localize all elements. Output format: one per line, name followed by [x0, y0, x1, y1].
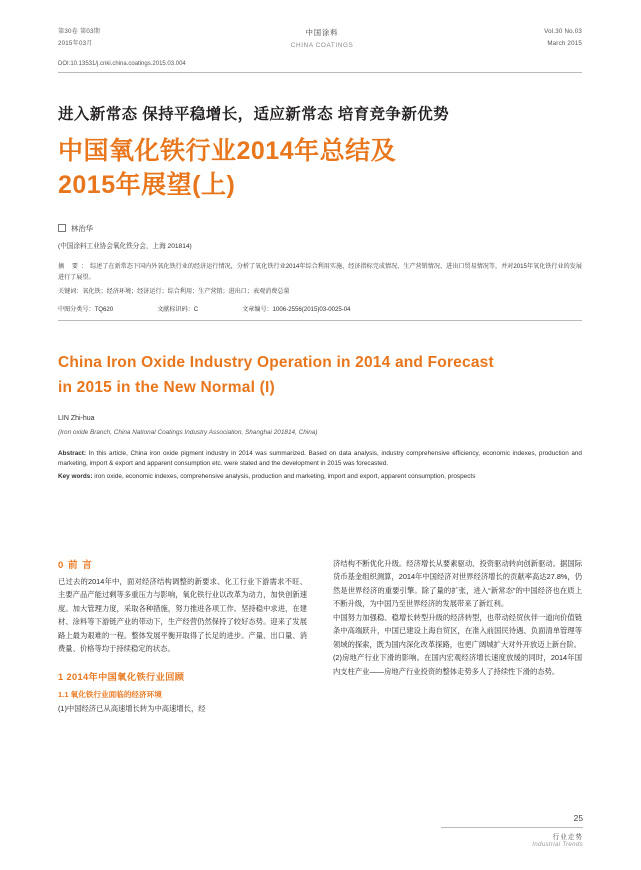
- date-en: March 2015: [547, 39, 582, 47]
- square-bullet-icon: [58, 224, 66, 232]
- paragraph-left-2: (1)中国经济已从高速增长转为中高速增长，经: [58, 703, 206, 713]
- affiliation-cn: (中国涂料工业协会氧化铁分会，上海 201814): [58, 242, 192, 250]
- article-title-cn-line2: 2015年展望(上): [58, 171, 236, 200]
- footer-section-en: Industrial Trends: [532, 841, 583, 848]
- keywords-en-text: iron oxide, economic indexes, comprehensive analysis, production and marketing, import and export, apparent consumption, prospects: [92, 473, 476, 481]
- article-title-en-line2: in 2015 in the New Normal (I): [58, 378, 275, 396]
- body-column-left: [58, 557, 307, 715]
- masthead-left: [58, 26, 100, 50]
- article-title-cn: [58, 134, 582, 203]
- affiliation-en: (Iron oxide Branch, China National Coatings Industry Association, Shanghai 201814, China): [58, 428, 318, 436]
- article-title-cn-line1: 中国氧化铁行业2014年总结及: [58, 136, 397, 165]
- date-cn: 2015年03月: [58, 39, 93, 47]
- clc-code: [58, 304, 113, 313]
- paragraph-right-3: (2)房地产行业下滑的影响。在国内宏观经济增长速度放缓的同时，2014年国内支柱产业——房地产行业投资的整体走势多人了持续性下滑的态势。: [333, 653, 582, 676]
- doc-code: [157, 304, 198, 313]
- article-id: [242, 304, 350, 313]
- article-kicker: 进入新常态 保持平稳增长，适应新常态 培育竞争新优势: [58, 105, 450, 123]
- abstract-cn-text: 综述了在新常态下国内外氧化铁行业的经济运行情况，分析了氧化铁行业2014年综合利用实施、经济指标完成情况、生产营销情况、进出口贸易情况等，并对2015年氧化铁行业的发展进行了展望。: [58, 262, 582, 281]
- abstract-divider: [58, 320, 582, 321]
- article-id-label: 文章编号：: [242, 305, 273, 313]
- article-title-en-line1: China Iron Oxide Industry Operation in 2014 and Forecast: [58, 353, 494, 371]
- body-columns: [58, 557, 582, 715]
- abstract-cn-label: 摘 要：: [58, 262, 91, 270]
- clc-label: 中图分类号：: [58, 305, 95, 313]
- title-block: [58, 105, 582, 203]
- keywords-cn-label: 关键词：: [58, 288, 83, 296]
- section-heading-1-1: 1.1 氧化铁行业面临的经济环境: [58, 689, 162, 699]
- masthead: [58, 26, 582, 52]
- page-footer: [441, 813, 583, 848]
- author-name-cn: 林治华: [71, 223, 94, 233]
- page-content: [58, 26, 582, 715]
- body-column-right: [333, 557, 582, 715]
- keywords-en: [58, 472, 582, 482]
- section-heading-0: 0 前 言: [58, 559, 93, 571]
- volume-en: Vol.30 No.03: [544, 28, 582, 35]
- classification-codes: [58, 304, 582, 313]
- header-divider: [58, 72, 582, 73]
- page-number: 25: [573, 813, 583, 823]
- paragraph-right-2: 中国努力加强稳、稳增长转型升级的经济转型，也带动经贸伙伴一道向价值链条中高端跃升，中国已建设上海自贸区，在准入前国民待遇、负面清单管理等领域的探索，既为国内深化改革探路，也更广阔城扩大对外开放迈上新台阶。: [333, 612, 582, 649]
- author-line-cn: [58, 223, 582, 234]
- article-title-en: [58, 351, 582, 401]
- section-heading-1: 1 2014年中国氧化铁行业回顾: [58, 671, 185, 682]
- journal-title-cn: 中国涂料: [305, 28, 339, 37]
- keywords-cn-text: 氧化铁；经济环境；经济运行；综合利用；生产营销；进出口；表观消费总量: [82, 288, 290, 296]
- masthead-right: [544, 26, 582, 50]
- author-name-en: LIN Zhi-hua: [58, 414, 95, 422]
- paragraph-right-1: 济结构不断优化升级。经济增长从要素驱动、投资驱动转向创新驱动。据国际货币基金组织测算，2014年中国经济对世界经济增长的贡献率高达27.8%，仍然是世界经济的重要引擎。除了量的扩张，进入“新常态”的中国经济也在质上不断升级，为中国乃至世界经济的发展带来了新红利。: [333, 558, 582, 609]
- volume-cn: 第30卷 第03期: [58, 28, 101, 35]
- keywords-en-label: Key words:: [58, 473, 93, 481]
- abstract-en-text: In this article, China iron oxide pigment industry in 2014 was summarized. Based on data analysis, industry comprehensive efficiency, economic indexes, production and marketing, import & export and apparent consumption etc. were stated and the development in 2015 was forecasted.: [58, 449, 582, 467]
- doc-value: C: [193, 305, 199, 313]
- masthead-center: [291, 26, 354, 52]
- doi-line: DOI:10.13531/j.cnki.china.coatings.2015.03.004: [58, 60, 186, 67]
- doc-label: 文献标识码：: [157, 305, 194, 313]
- keywords-cn: [58, 287, 582, 298]
- footer-divider: [441, 827, 583, 828]
- paragraph-left-1: 已过去的2014年中，面对经济结构调整的新要求、化工行业下游需求不旺、主要产品产能过剩等多重压力与影响，氧化铁行业以改革为动力，加快创新速度。加大管理力度，采取各种措施，努力推进各项工作。坚持稳中求进，在建材、涂料等下游链产业的带动下，生产经营仍然保持了较好态势。迎来了发展路上最为艰难的一程。整体发展平衡开取得了长足的进步。产量、出口量、消费量、价格等均于持续稳定的状态。: [58, 576, 307, 654]
- abstract-en: [58, 449, 582, 470]
- clc-value: TQ620: [94, 305, 114, 313]
- article-id-value: 1006-2556(2015)03-0025-04: [272, 305, 351, 313]
- abstract-cn: [58, 262, 582, 283]
- footer-section-cn: 行业走势: [552, 834, 583, 841]
- abstract-en-label: Abstract:: [58, 449, 87, 457]
- journal-title-en: CHINA COATINGS: [290, 41, 354, 49]
